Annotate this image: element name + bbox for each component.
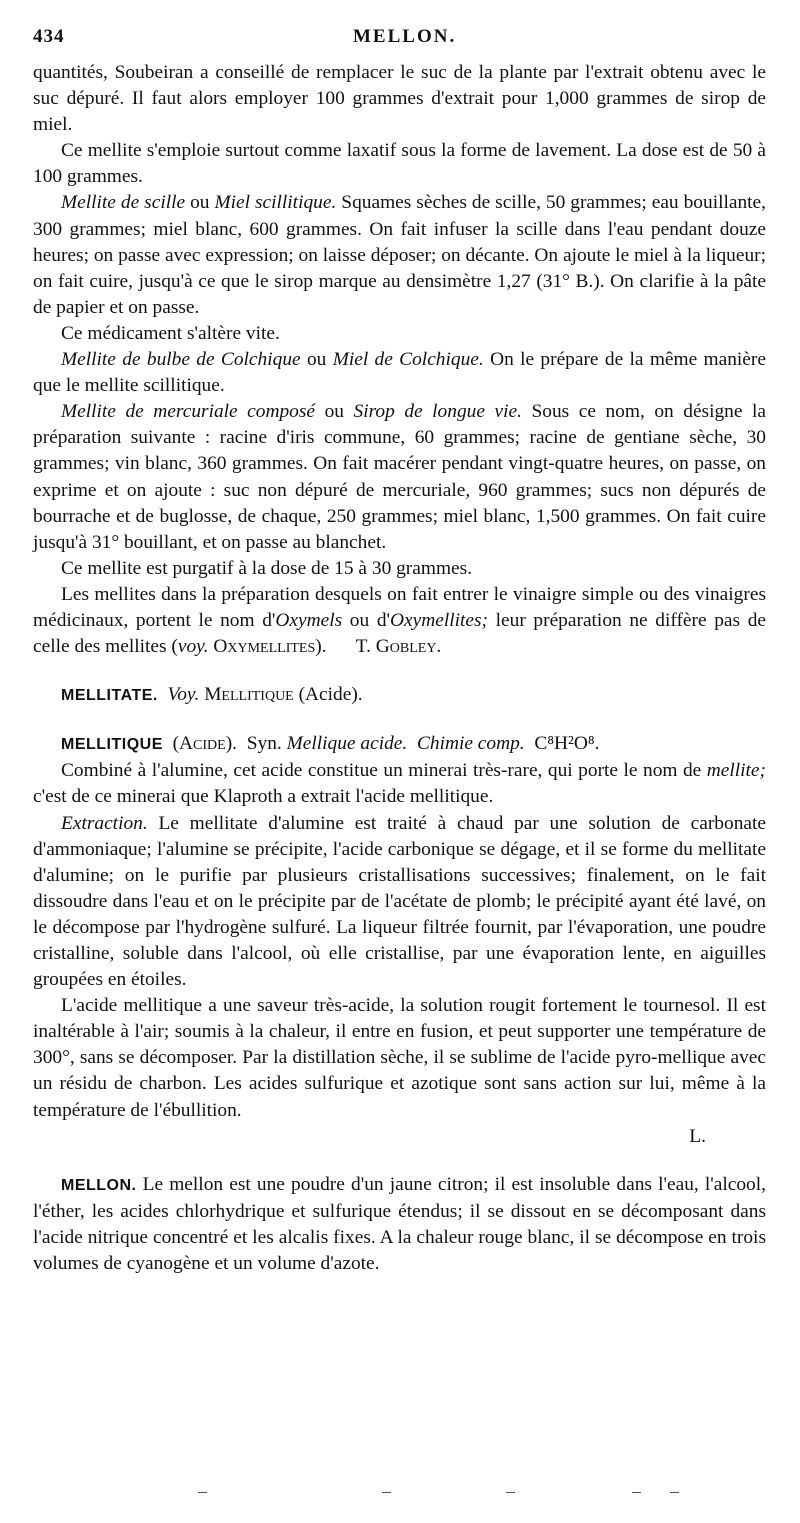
entry-heading-line: MELLITIQUE (Acide). Syn. Mellique acide. Chimie comp. C⁸H²O⁸. <box>61 733 600 755</box>
footer-dash <box>506 1492 515 1493</box>
paragraph: Ce mellite s'emploie surtout comme laxatif sous la forme de lavement. La dose est de 50 à 100 grammes. <box>33 140 766 188</box>
domain-label: Chimie comp. <box>416 733 525 755</box>
entry-mellitique <box>33 731 766 1150</box>
paragraph-oxymels: Les mellites dans la préparation desquels on fait entrer le vinaigre simple ou des vinaigres médicinaux, portent le nom d'Oxymels ou d'Oxymellites; leur préparation ne diffère pas de celle des mellites (voy. Oxymellites). T. Gobley. <box>33 583 766 658</box>
subheading-alt: Miel de Colchique. <box>332 349 484 371</box>
page-footer-marks <box>0 1492 800 1502</box>
cross-reference: Mellitique <box>204 684 294 706</box>
footer-dash <box>632 1492 641 1493</box>
subheading: Mellite de scille <box>61 192 186 214</box>
paragraph: L'acide mellitique a une saveur très-acide, la solution rougit fortement le tournesol. Il est inaltérable à l'air; soumis à la chaleur, il entre en fusion, et peut supporter une température de 300°, sans se décomposer. Par la distillation sèche, il se sublime de l'acide pyro-mellique avec un résidu de charbon. Les acides sulfurique et azotique sont sans action sur lui, même à la température de l'ébullition. <box>33 995 766 1121</box>
footer-dash <box>670 1492 679 1493</box>
paragraph-extraction: Extraction. Le mellitate d'alumine est traité à chaud par une solution de carbonate d'ammoniaque; l'alumine se précipite, l'acide carbonique se dégage, et il se forme du mellitate d'alumine; on le purifie par plusieurs cristallisations successives; finalement, on le fait dissoudre dans l'eau et on le précipite par de l'acétate de plomb; le précipité ayant été lavé, on le décompose par l'hydrogène sulfuré. La liqueur filtrée fournit, par l'évaporation, une poudre cristalline, soluble dans l'alcool, où elle cristallise, par une évaporation lente, en aiguilles groupées en étoiles. <box>33 812 766 991</box>
headword: MELLITIQUE <box>61 736 163 754</box>
paragraph: quantités, Soubeiran a conseillé de remplacer le suc de la plante par l'extrait obtenu avec le suc dépuré. Il faut alors employer 100 grammes d'extrait pour 1,000 grammes de sirop de miel. <box>33 62 766 136</box>
subheading: Extraction. <box>61 812 148 834</box>
footer-dash <box>382 1492 391 1493</box>
author-signature: T. Gobley. <box>355 636 442 658</box>
subheading-alt: Sirop de longue vie. <box>353 401 522 423</box>
running-head: MELLON. <box>353 26 457 47</box>
paragraph: MELLITATE. Voy. Mellitique (Acide). <box>61 684 363 706</box>
footer-dash <box>198 1492 207 1493</box>
subheading: Mellite de mercuriale composé <box>61 401 316 423</box>
subheading-alt: Miel scillitique. <box>214 192 337 214</box>
paragraph: MELLON. Le mellon est une poudre d'un jaune citron; il est insoluble dans l'eau, l'alcool, l'éther, les acides chlorhydrique et sulfurique étendus; il se dissout en se décomposant dans l'acide nitrique concentré et les alcalis fixes. A la chaleur rouge blanc, il se décompose en trois volumes de cyanogène et un volume d'azote. <box>33 1173 766 1275</box>
page-number: 434 <box>33 26 65 47</box>
paragraph: Ce médicament s'altère vite. <box>61 322 280 344</box>
chemical-formula: C⁸H²O⁸. <box>534 733 600 755</box>
paragraph-mellite-scille: Mellite de scille ou Miel scillitique. Squames sèches de scille, 50 grammes; eau bouillante, 300 grammes; miel blanc, 600 grammes. On fait infuser la scille dans l'eau pendant douze heures; on passe avec expression; on laisse déposer; on décante. On ajoute le miel à la liqueur; on fait cuire, jusqu'à ce que le sirop marque au densimètre 1,27 (31° B.). On clarifie à la pâte de papier et on passe. <box>33 192 766 318</box>
headword: MELLITATE. <box>61 687 158 705</box>
paragraph: Ce mellite est purgatif à la dose de 15 à 30 grammes. <box>61 557 473 579</box>
author-signature: L. <box>689 1125 706 1147</box>
entry-mellitate <box>33 682 766 709</box>
entry-mellites-continued <box>33 60 766 660</box>
page-header <box>33 26 766 60</box>
dictionary-page <box>33 26 766 1277</box>
paragraph: Combiné à l'alumine, cet acide constitue un minerai très-rare, qui porte le nom de mellite; c'est de ce minerai que Klaproth a extrait l'acide mellitique. <box>33 760 766 808</box>
synonym: Mellique acide. <box>286 733 408 755</box>
paragraph-mellite-mercuriale: Mellite de mercuriale composé ou Sirop de longue vie. Sous ce nom, on désigne la préparation suivante : racine d'iris commune, 60 grammes; racine de gentiane sèche, 30 grammes; vin blanc, 360 grammes. On fait macérer pendant vingt-quatre heures, on passe, on exprime et on ajoute : suc non dépuré de mercuriale, 960 grammes; sucs non dépurés de bourrache et de buglosse, de chaque, 250 grammes; miel blanc, 1,500 grammes. On fait cuire jusqu'à 31° bouillant, et on passe au blanchet. <box>33 401 767 553</box>
headword: MELLON. <box>61 1176 137 1194</box>
paragraph-mellite-colchique: Mellite de bulbe de Colchique ou Miel de Colchique. On le prépare de la même manière que le mellite scillitique. <box>33 349 766 397</box>
entry-mellon <box>33 1172 766 1277</box>
subheading: Mellite de bulbe de Colchique <box>61 349 301 371</box>
cross-reference: Oxymellites <box>208 636 316 658</box>
